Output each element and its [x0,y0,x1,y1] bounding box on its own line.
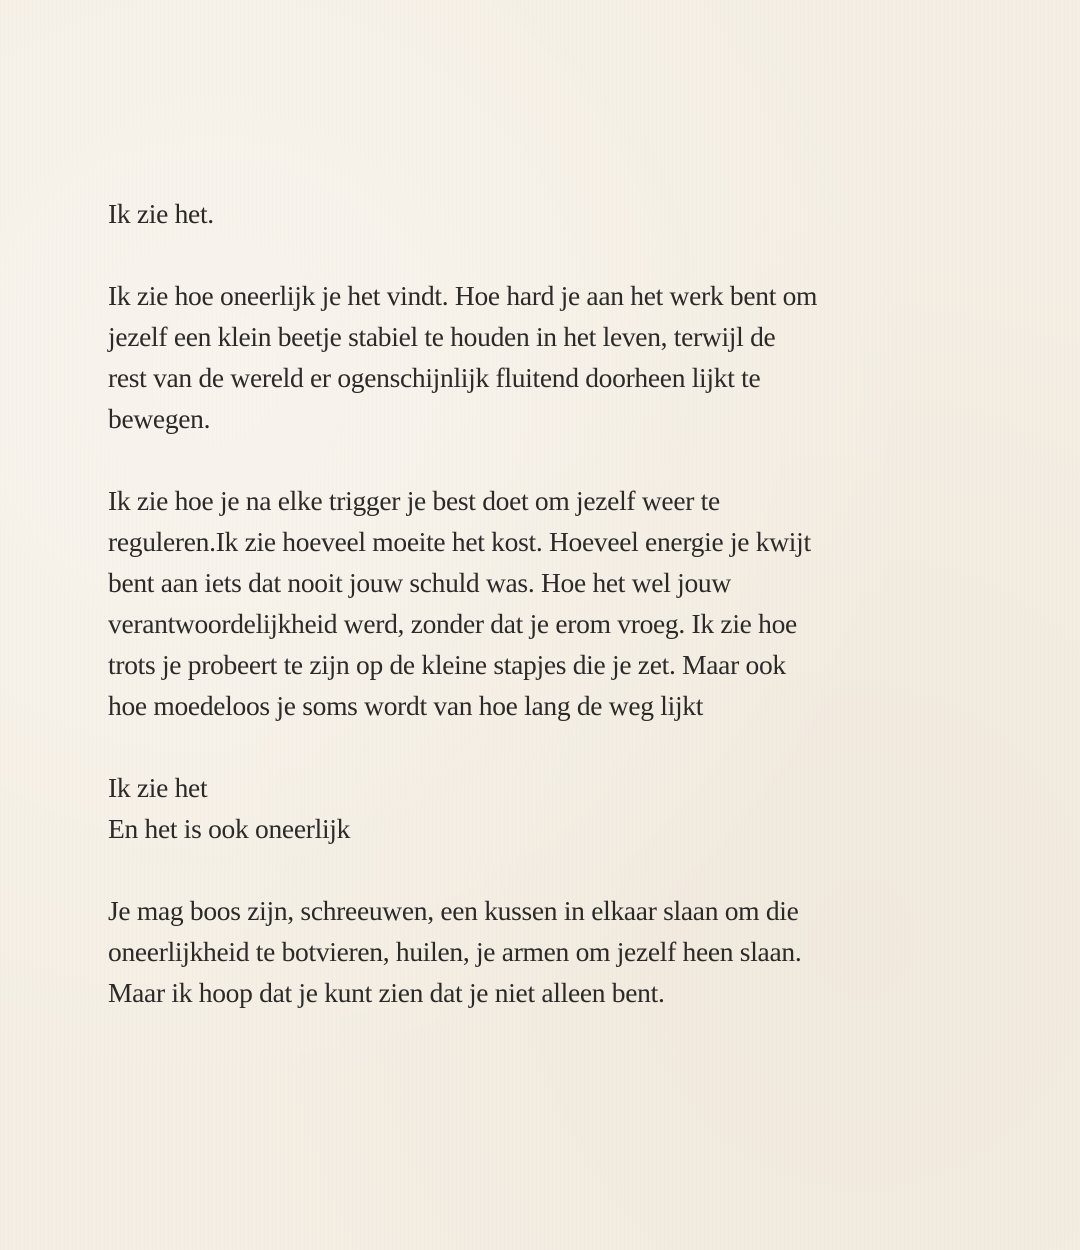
text-line: verantwoordelijkheid werd, zonder dat je erom vroeg. Ik zie hoe [108,608,797,639]
paragraph-effort [108,480,988,726]
document-body [108,193,988,1054]
text-line: reguleren.Ik zie hoeveel moeite het kost. Hoeveel energie je kwijt [108,526,811,557]
text-line: bewegen. [108,403,211,434]
text-line: Ik zie het [108,772,208,803]
text-line: rest van de wereld er ogenschijnlijk fluitend doorheen lijkt te [108,362,761,393]
paragraph-acknowledgement [108,767,988,849]
text-line: Je mag boos zijn, schreeuwen, een kussen in elkaar slaan om die [108,895,799,926]
paragraph-opening [108,193,988,234]
paragraph-closing [108,890,988,1013]
text-line: trots je probeert te zijn op de kleine stapjes die je zet. Maar ook [108,649,786,680]
text-line: Ik zie hoe je na elke trigger je best doet om jezelf weer te [108,485,720,516]
text-line: Ik zie het. [108,198,214,229]
text-line: bent aan iets dat nooit jouw schuld was. Hoe het wel jouw [108,567,731,598]
text-line: oneerlijkheid te botvieren, huilen, je armen om jezelf heen slaan. [108,936,802,967]
text-line: jezelf een klein beetje stabiel te houden in het leven, terwijl de [108,321,776,352]
text-line: Maar ik hoop dat je kunt zien dat je niet alleen bent. [108,977,665,1008]
text-line: En het is ook oneerlijk [108,813,351,844]
text-line: hoe moedeloos je soms wordt van hoe lang de weg lijkt [108,690,704,721]
text-line: Ik zie hoe oneerlijk je het vindt. Hoe hard je aan het werk bent om [108,280,818,311]
paragraph-unfairness [108,275,988,439]
